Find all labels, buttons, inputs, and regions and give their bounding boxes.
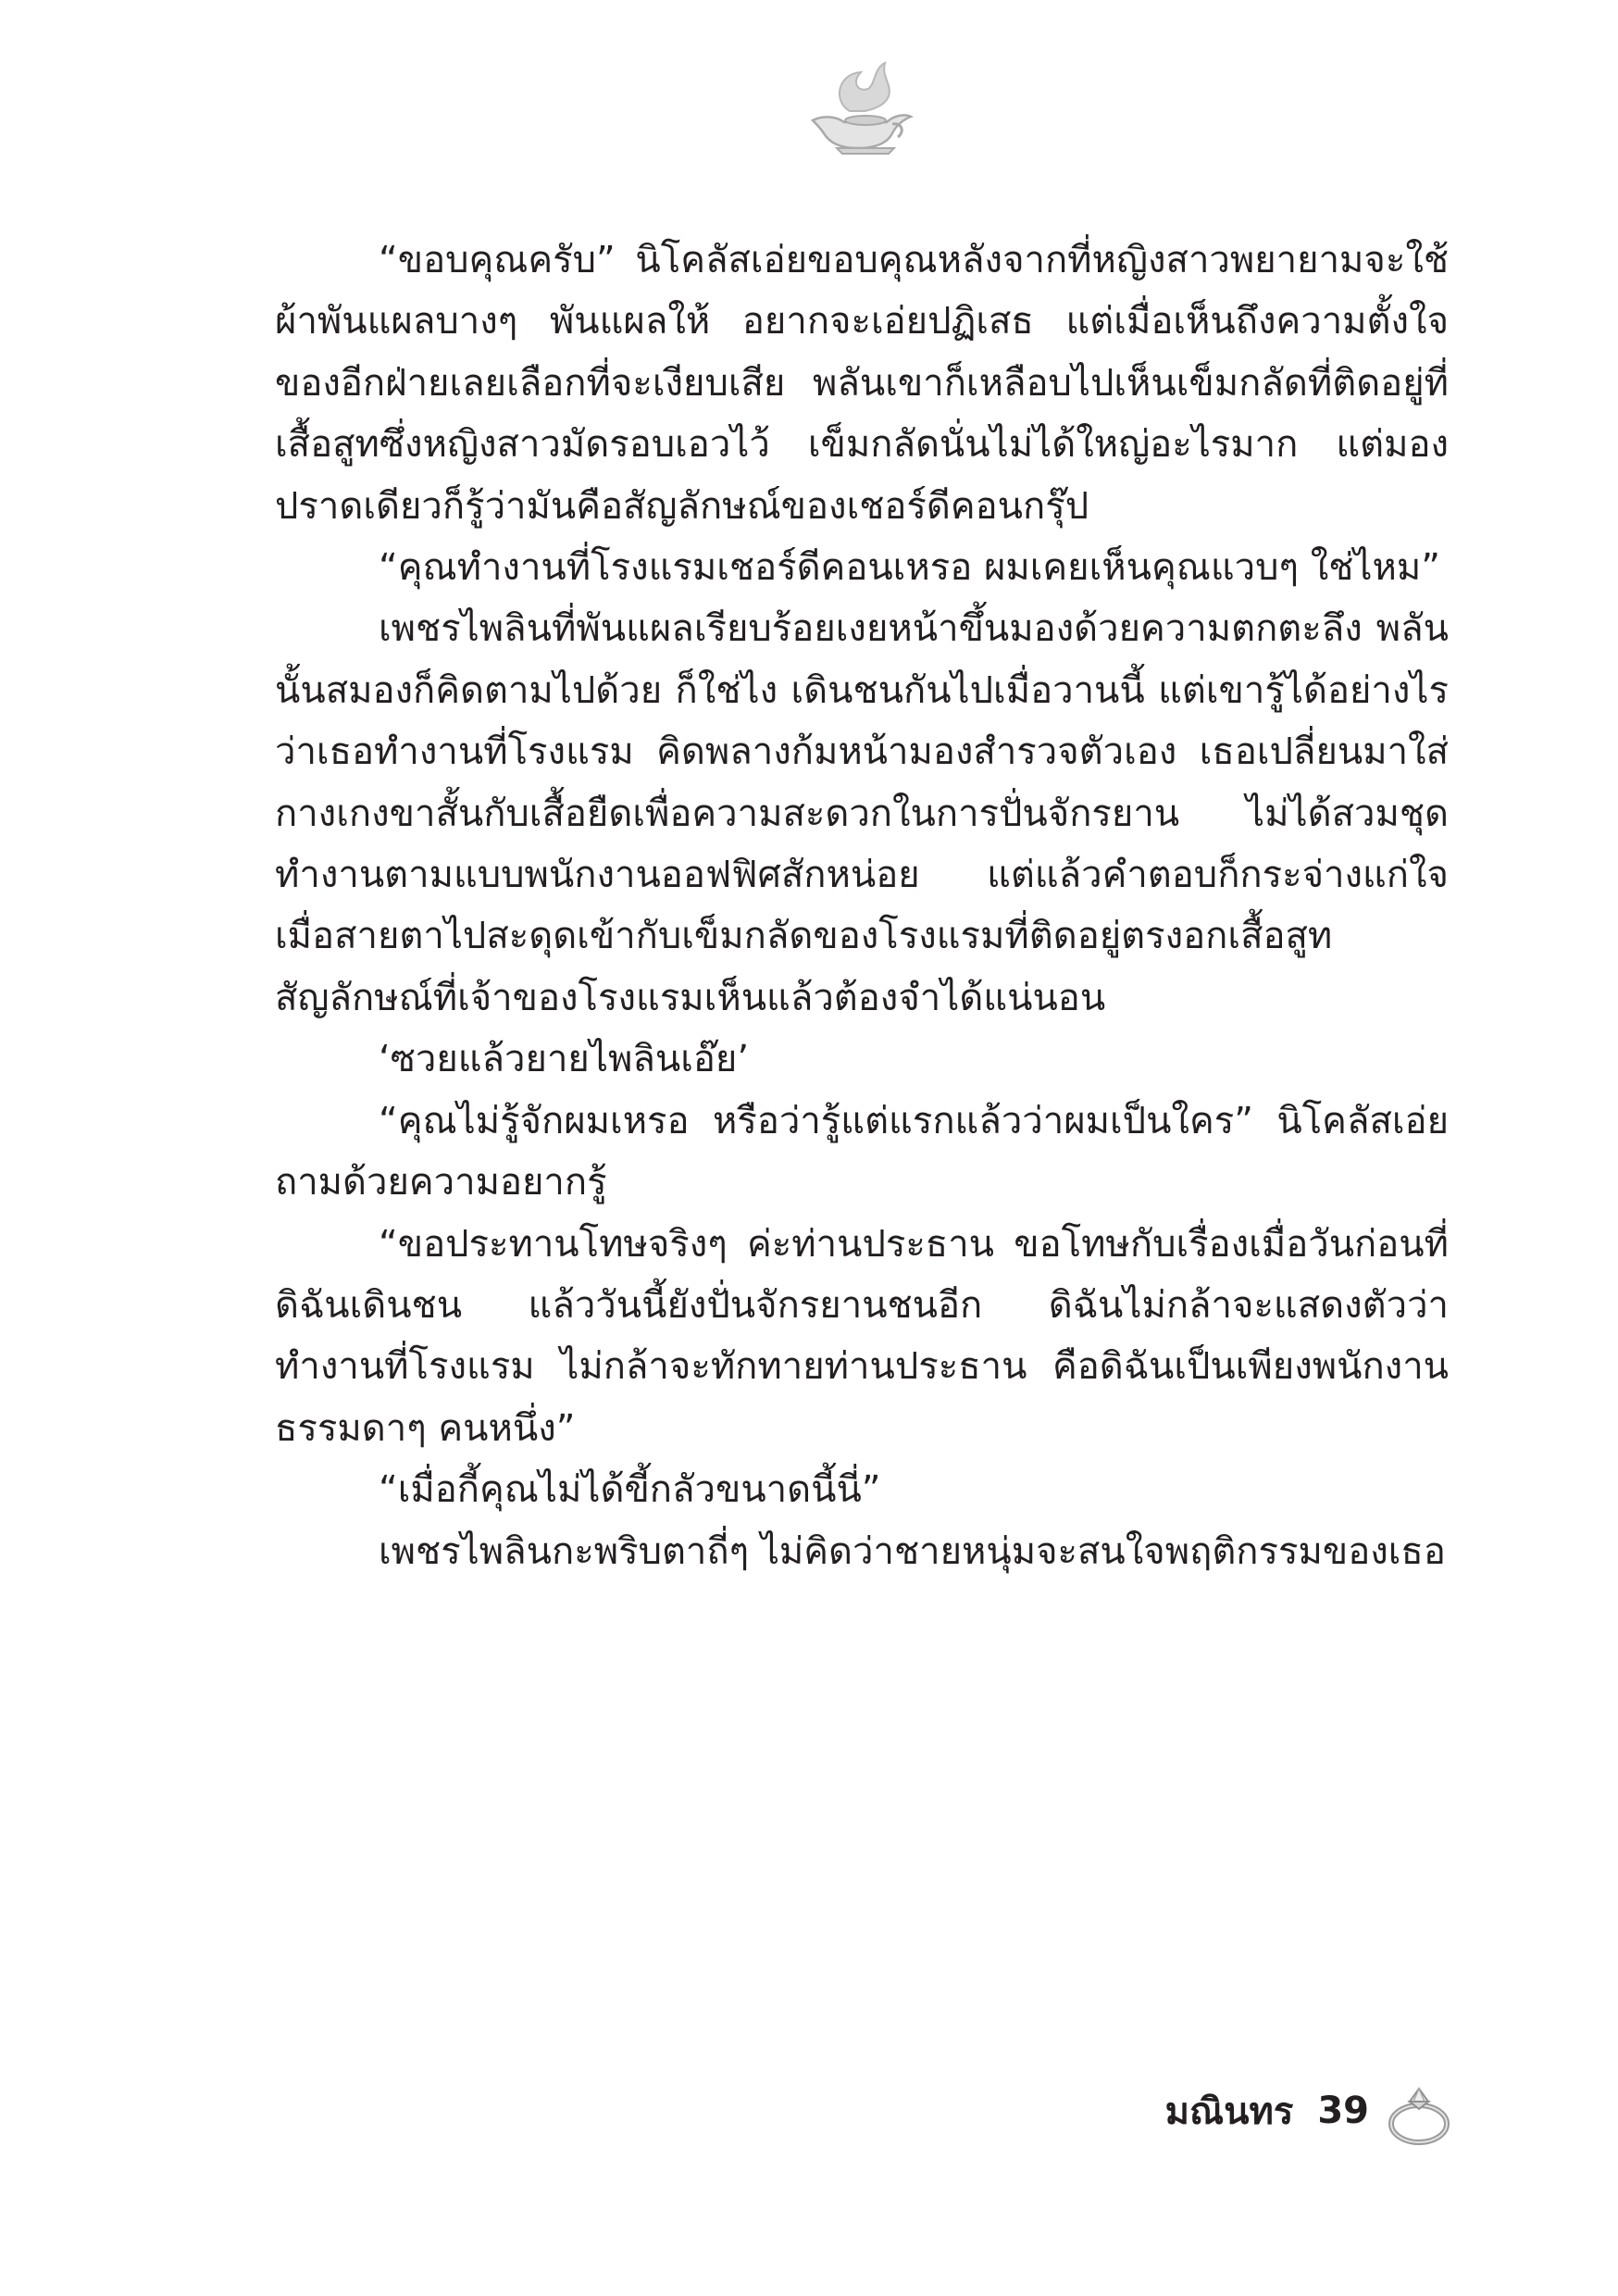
paragraph: เพชรไพลินกะพริบตาถี่ๆ ไม่คิดว่าชายหนุ่มจะสนใจพฤติกรรมของเธอ bbox=[379, 1529, 1446, 1573]
page-number: 39 bbox=[1317, 2090, 1369, 2132]
paragraph: “เมื่อกี้คุณไม่ได้ขี้กลัวขนาดนี้นี่” bbox=[379, 1468, 881, 1512]
paragraph: “คุณไม่รู้จักผมเหรอ หรือว่ารู้แต่แรกแล้วว่าผมเป็นใคร” นิโคลัสเอ่ยถามด้วยความอยากรู้ bbox=[275, 1099, 1449, 1204]
page-footer bbox=[1165, 2074, 1456, 2148]
paragraph: “ขอประทานโทษจริงๆ ค่ะท่านประธาน ขอโทษกับเรื่องเมื่อวันก่อนที่ดิฉันเดินชน แล้ววันนี้ยังปั่นจักรยานชนอีก ดิฉันไม่กล้าจะแสดงตัวว่าทำงานที่โรงแรม ไม่กล้าจะทักทายท่านประธาน คือดิฉันเป็นเพียงพนักงานธรรมดาๆ คนหนึ่ง” bbox=[275, 1222, 1449, 1450]
paragraph: เพชรไพลินที่พันแผลเรียบร้อยเงยหน้าขึ้นมองด้วยความตกตะลึง พลันนั้นสมองก็คิดตามไปด้วย ก็ใช่ไง เดินชนกันไปเมื่อวานนี้ แต่เขารู้ได้อย่างไรว่าเธอทำงานที่โรงแรม คิดพลางก้มหน้ามองสำรวจตัวเอง เธอเปลี่ยนมาใส่กางเกงขาสั้นกับเสื้อยืดเพื่อความสะดวกในการปั่นจักรยาน ไม่ได้สวมชุดทำงานตามแบบพนักงานออฟฟิศสักหน่อย แต่แล้วคำตอบก็กระจ่างแก่ใจเมื่อสายตาไปสะดุดเข้ากับเข็มกลัดของโรงแรมที่ติดอยู่ตรงอกเสื้อสูท สัญลักษณ์ที่เจ้าของโรงแรมเห็นแล้วต้องจำได้แน่นอน bbox=[275, 607, 1449, 1019]
magic-lamp-with-genie-icon bbox=[796, 56, 916, 157]
paragraph: ‘ซวยแล้วยายไพลินเอ๊ย’ bbox=[379, 1038, 750, 1081]
paragraph: “ขอบคุณครับ” นิโคลัสเอ่ยขอบคุณหลังจากที่หญิงสาวพยายามจะใช้ผ้าพันแผลบางๆ พันแผลให้ อยากจะเอ่ยปฏิเสธ แต่เมื่อเห็นถึงความตั้งใจของอีกฝ่ายเลยเลือกที่จะเงียบเสีย พลันเขาก็เหลือบไปเห็นเข็มกลัดที่ติดอยู่ที่เสื้อสูทซึ่งหญิงสาวมัดรอบเอวไว้ เข็มกลัดนั่นไม่ได้ใหญ่อะไรมาก แต่มองปราดเดียวก็รู้ว่ามันคือสัญลักษณ์ของเชอร์ดีคอนกรุ๊ป bbox=[275, 239, 1449, 528]
paragraph: “คุณทำงานที่โรงแรมเชอร์ดีคอนเหรอ ผมเคยเห็นคุณแวบๆ ใช่ไหม” bbox=[379, 546, 1440, 590]
book-title: มณินทร bbox=[1164, 2090, 1294, 2133]
diamond-ring-icon bbox=[1382, 2074, 1456, 2148]
body-text bbox=[275, 230, 1449, 1582]
